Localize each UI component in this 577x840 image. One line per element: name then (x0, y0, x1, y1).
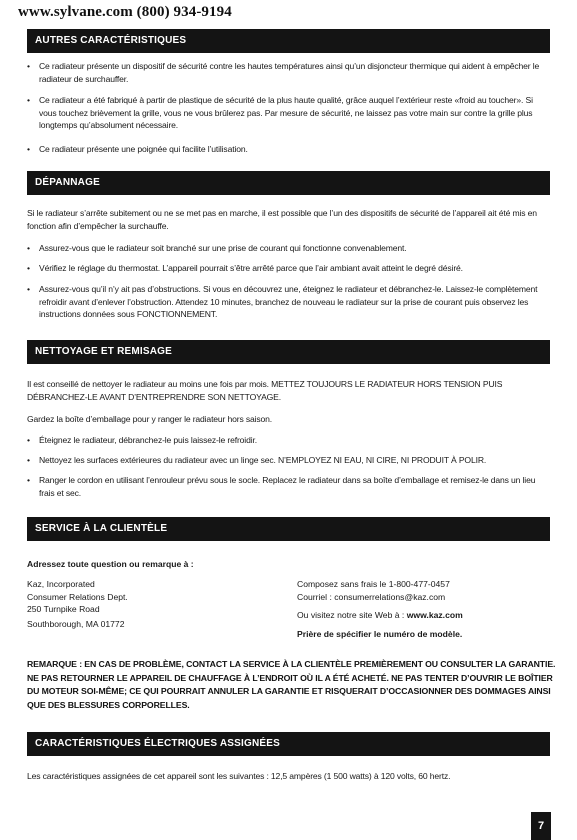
header-url-phone: www.sylvane.com (800) 934-9194 (18, 4, 232, 20)
address-heading: Adressez toute question ou remarque à : (27, 559, 194, 569)
list-item: • Assurez-vous que le radiateur soit branché sur une prise de courant qui fonctionne convenablement. (27, 243, 407, 253)
nettoyage-box-note: Gardez la boîte d’emballage pour y ranger le radiateur hors saison. (27, 414, 273, 424)
electrical-ratings-text: Les caractéristiques assignées de cet appareil sont les suivantes : 12,5 ampères (1 500 watts) à 120 volts, 60 hertz. (27, 771, 451, 781)
bullet-icon: • (27, 455, 30, 465)
contact-info (297, 578, 557, 640)
phone-text: Composez sans frais le 1-800-477-0457 (297, 579, 450, 589)
bullet-icon: • (27, 144, 30, 154)
nettoyage-intro: Il est conseillé de nettoyer le radiateur au moins une fois par mois. METTEZ TOUJOURS LE RADIATEUR HORS TENSION PUIS DÉBRANCHEZ-LE AVANT D’ENTREPRENDRE SON NETTOYAGE. (27, 379, 503, 402)
email-text: Courriel : consumerrelations@kaz.com (297, 591, 446, 602)
warning-remarque: REMARQUE : EN CAS DE PROBLÈME, CONTACT LA SERVICE À LA CLIENTÈLE PREMIÈREMENT OU CONSULTER LA GARANTIE. NE PAS RETOURNER LE APPAREIL DE CHAUFFAGE À L’ENDROIT OÙ IL A ÉTÉ ACHETÉ. NE PAS TENTER D’OUVRIR LE BOÎTIER DU MOTEUR SOI-MÊME; CE QUI POURRAIT ANNULER LA GARANTIE ET RISQUERAIT D’OCCASIONNER DES DOMMAGES AINSI QUE DES BLESSURES CORPORELLES. (27, 659, 556, 710)
depannage-intro: Si le radiateur s’arrête subitement ou ne se met pas en marche, il est possible que l’un des dispositifs de sécurité de l’appareil ait été mis en fonction afin d’empêcher la surchauffe. (27, 208, 537, 231)
model-note: Prière de spécifier le numéro de modèle. (297, 628, 463, 639)
bullet-icon: • (27, 95, 30, 105)
list-item: • Vérifiez le réglage du thermostat. L’appareil pourrait s’être arrêté parce que l’air ambiant avait atteint le degré désiré. (27, 263, 463, 273)
company-address (27, 578, 267, 630)
website-line (297, 609, 557, 622)
section-title-nettoyage: NETTOYAGE ET REMISAGE (27, 340, 550, 364)
list-item: • Ranger le cordon en utilisant l’enrouleur prévu sous le socle. Replacez le radiateur dans sa boîte d’emballage et remisez-le dans un lieu frais et sec. (27, 475, 536, 498)
website-prefix: Ou visitez notre site Web à : (297, 610, 407, 620)
section-title-depannage: DÉPANNAGE (27, 171, 550, 195)
list-item: • Nettoyez les surfaces extérieures du radiateur avec un linge sec. N’EMPLOYEZ NI EAU, NI CIRE, NI PRODUIT À POLIR. (27, 455, 487, 465)
address-line: Kaz, Incorporated (27, 579, 95, 589)
section-title-service: SERVICE À LA CLIENTÈLE (27, 517, 550, 541)
list-item: • Assurez-vous qu’il n’y ait pas d’obstructions. Si vous en découvrez une, éteignez le radiateur et débranchez-le. Laissez-le complètement refroidir avant d’enlever l’obstruction. Attendez 10 minutes, branchez de nouveau le radiateur sur la prise de courant puis observez les instructions données sous FONCTIONNEMENT. (27, 284, 538, 319)
bullet-icon: • (27, 61, 30, 71)
section-title-electriques: CARACTÉRISTIQUES ÉLECTRIQUES ASSIGNÉES (27, 732, 550, 756)
list-item: • Ce radiateur présente un dispositif de sécurité contre les hautes températures ainsi qu’un disjoncteur thermique qui aident à empêcher le radiateur de surchauffer. (27, 61, 540, 84)
page-number: 7 (531, 812, 551, 840)
bullet-icon: • (27, 435, 30, 445)
bullet-icon: • (27, 263, 30, 273)
list-item: • Ce radiateur a été fabriqué à partir de plastique de sécurité de la plus haute qualité, grâce auquel l’extérieur reste «froid au toucher». Si vous touchez brièvement la grille, vous ne vous brûlerez pas. Par mesure de sécurité, ne laissez pas votre main sur contre la grille plus longtemps qu’absolument nécessaire. (27, 95, 533, 130)
address-line: Consumer Relations Dept. (27, 591, 128, 602)
list-item: • Éteignez le radiateur, débranchez-le puis laissez-le refroidir. (27, 435, 257, 445)
website-link[interactable]: www.kaz.com (406, 610, 463, 620)
bullet-icon: • (27, 243, 30, 253)
bullet-icon: • (27, 284, 30, 294)
section-title-autres: AUTRES CARACTÉRISTIQUES (27, 29, 550, 53)
address-line: Southborough, MA 01772 (27, 618, 125, 629)
address-line: 250 Turnpike Road (27, 604, 100, 614)
list-item: • Ce radiateur présente une poignée qui facilite l’utilisation. (27, 144, 248, 154)
bullet-icon: • (27, 475, 30, 485)
